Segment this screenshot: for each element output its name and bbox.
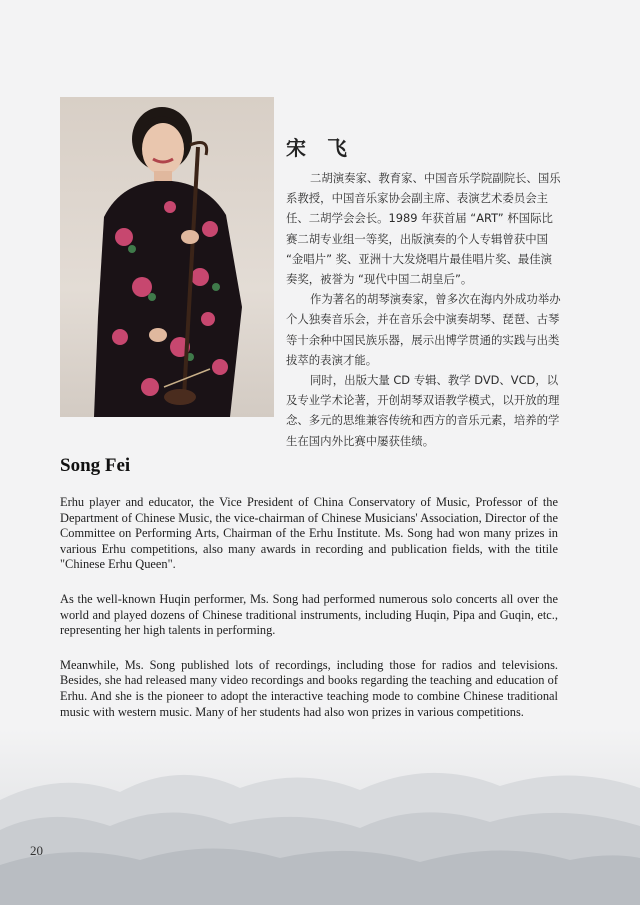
mountain-landscape-decoration xyxy=(0,730,640,905)
chinese-name-heading: 宋 飞 xyxy=(286,138,355,160)
english-paragraph: Erhu player and educator, the Vice President of China Conservatory of Music, Professor of the Department of Chinese Music, the vice-chairman of Chinese Musicians' Association, Director of the Committee on Performing Arts, Chairman of the Erhu Institute. Ms. Song had won many prizes in various Erhu competitions, also many awards in recording and publication fields, with the titile "Chinese Erhu Queen". xyxy=(60,495,558,572)
page-number: 20 xyxy=(30,843,43,858)
chinese-biography xyxy=(286,168,562,451)
english-name-heading: Song Fei xyxy=(60,455,131,476)
portrait-photo xyxy=(60,97,274,417)
english-biography xyxy=(60,495,558,739)
chinese-paragraph: 同时，出版大量 CD 专辑、教学 DVD、VCD，以及专业学术论著，开创胡琴双语教学模式，以开放的理念、多元的思维兼容传统和西方的音乐元素，培养的学生在国内外比赛中屡获佳绩。 xyxy=(286,373,560,448)
english-paragraph: Meanwhile, Ms. Song published lots of recordings, including those for radios and televisions. Besides, she had released many video recordings and books regarding the teaching and education of Erhu. And she is the pioneer to adopt the interactive teaching mode to combine Chinese traditional music with western music. Many of her students had also won prizes in various competitions. xyxy=(60,657,558,719)
english-paragraph: As the well-known Huqin performer, Ms. Song had performed numerous solo concerts all over the world and played dozens of Chinese traditional instruments, including Huqin, Pipa and Guqin, etc., representing her high talents in performing. xyxy=(60,591,558,638)
chinese-paragraph: 作为著名的胡琴演奏家，曾多次在海内外成功举办个人独奏音乐会，并在音乐会中演奏胡琴、琵琶、古琴等十余种中国民族乐器，展示出博学贯通的实践与出类拔萃的表演才能。 xyxy=(286,292,561,367)
chinese-paragraph: 二胡演奏家、教育家、中国音乐学院副院长、国乐系教授，中国音乐家协会副主席、表演艺术委员会主任、二胡学会会长。1989 年获首届 “ART” 杯国际比赛二胡专业组一等奖，出版演奏的个人专辑曾获中国 “金唱片” 奖、亚洲十大发烧唱片最佳唱片奖、最佳演奏奖，被誉为 “现代中国二胡皇后”。 xyxy=(286,171,561,287)
